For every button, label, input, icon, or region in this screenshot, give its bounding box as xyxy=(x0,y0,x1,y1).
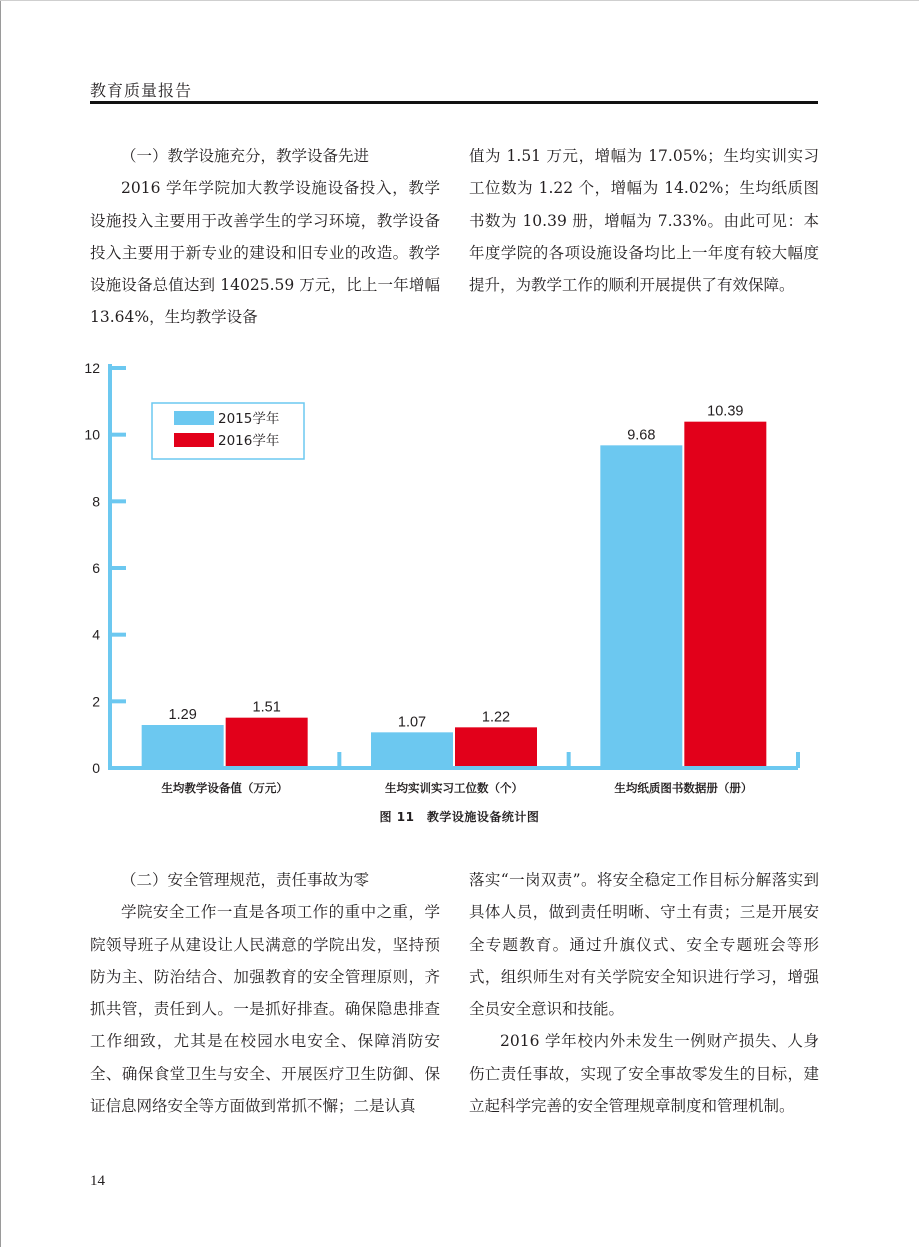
page-edge xyxy=(0,0,1,1247)
section1-heading: （一）教学设施充分，教学设备先进 xyxy=(121,147,370,165)
section1-paragraph-left: 2016 学年学院加大教学设施设备投入，教学设施投入主要用于改善学生的学习环境，教学设备投入主要用于新专业的建设和旧专业的改造。教学设施设备总值达到 14025.59 万元，比上一年增幅 13.64%，生均教学设备 xyxy=(90,179,440,327)
section1-paragraph-right: 值为 1.51 万元，增幅为 17.05%；生均实训实习工位数为 1.22 个，增幅为 14.02%；生均纸质图书数为 10.39 册，增幅为 7.33%。由此可见：本年度学院的各项设施设备均比上一年度有较大幅度提升，为教学工作的顺利开展提供了有效保障。 xyxy=(469,147,819,295)
bar xyxy=(142,725,224,766)
y-tick-label: 8 xyxy=(92,493,100,510)
bar-value-label: 1.51 xyxy=(252,699,281,716)
section2-paragraph-left: 学院安全工作一直是各项工作的重中之重，学院领导班子从建设让人民满意的学院出发，坚持预防为主、防治结合、加强教育的安全管理原则，齐抓共管，责任到人。一是抓好排查。确保隐患排查工作细致，尤其是在校园水电安全、保障消防安全、确保食堂卫生与安全、开展医疗卫生防御、保证信息网络安全等方面做到常抓不懈；二是认真 xyxy=(90,903,440,1116)
bar xyxy=(600,445,682,766)
y-tick-label: 2 xyxy=(92,693,100,710)
section2-paragraph-right-2: 2016 学年校内外未发生一例财产损失、人身伤亡责任事故，实现了安全事故零发生的目标，建立起科学完善的安全管理规章制度和管理机制。 xyxy=(469,1032,819,1116)
bar xyxy=(455,727,537,766)
section1-right-column xyxy=(469,140,819,301)
x-category-label: 生均纸质图书数据册（册） xyxy=(614,781,753,795)
bar-value-label: 9.68 xyxy=(627,427,656,444)
bar-value-label: 10.39 xyxy=(707,403,744,420)
figure-caption: 图 11 教学设施设备统计图 xyxy=(379,810,540,824)
y-tick-label: 0 xyxy=(92,760,100,776)
header-rule xyxy=(90,101,818,104)
page-edge-top xyxy=(0,0,919,1)
bar xyxy=(684,422,766,766)
bar-chart xyxy=(80,355,840,835)
bar xyxy=(226,718,308,766)
running-title: 教育质量报告 xyxy=(90,81,193,100)
legend-label: 2016学年 xyxy=(218,433,280,449)
section1-left-column xyxy=(90,140,440,334)
bar-value-label: 1.29 xyxy=(168,707,197,723)
legend-swatch xyxy=(174,433,214,447)
page-number: 14 xyxy=(90,1173,105,1189)
section2-heading: （二）安全管理规范，责任事故为零 xyxy=(121,871,370,889)
x-category-label: 生均教学设备值（万元） xyxy=(161,781,288,795)
bar xyxy=(371,732,453,766)
y-tick-label: 10 xyxy=(84,426,100,443)
legend-swatch xyxy=(174,411,214,425)
section2-right-column xyxy=(469,864,819,1122)
bar-value-label: 1.07 xyxy=(397,714,427,731)
y-tick-label: 12 xyxy=(84,360,100,376)
section2-paragraph-right-1: 落实“一岗双责”。将安全稳定工作目标分解落实到具体人员，做到责任明晰、守土有责；三是开展安全专题教育。通过升旗仪式、安全专题班会等形式，组织师生对有关学院安全知识进行学习，增强全员安全意识和技能。 xyxy=(469,871,819,1019)
legend-label: 2015学年 xyxy=(218,411,280,427)
bar-value-label: 1.22 xyxy=(481,709,511,726)
x-category-label: 生均实训实习工位数（个） xyxy=(385,781,523,795)
bar-chart-svg xyxy=(80,355,840,835)
y-tick-label: 4 xyxy=(92,626,100,643)
section2-left-column xyxy=(90,864,440,1122)
y-tick-label: 6 xyxy=(92,560,100,576)
